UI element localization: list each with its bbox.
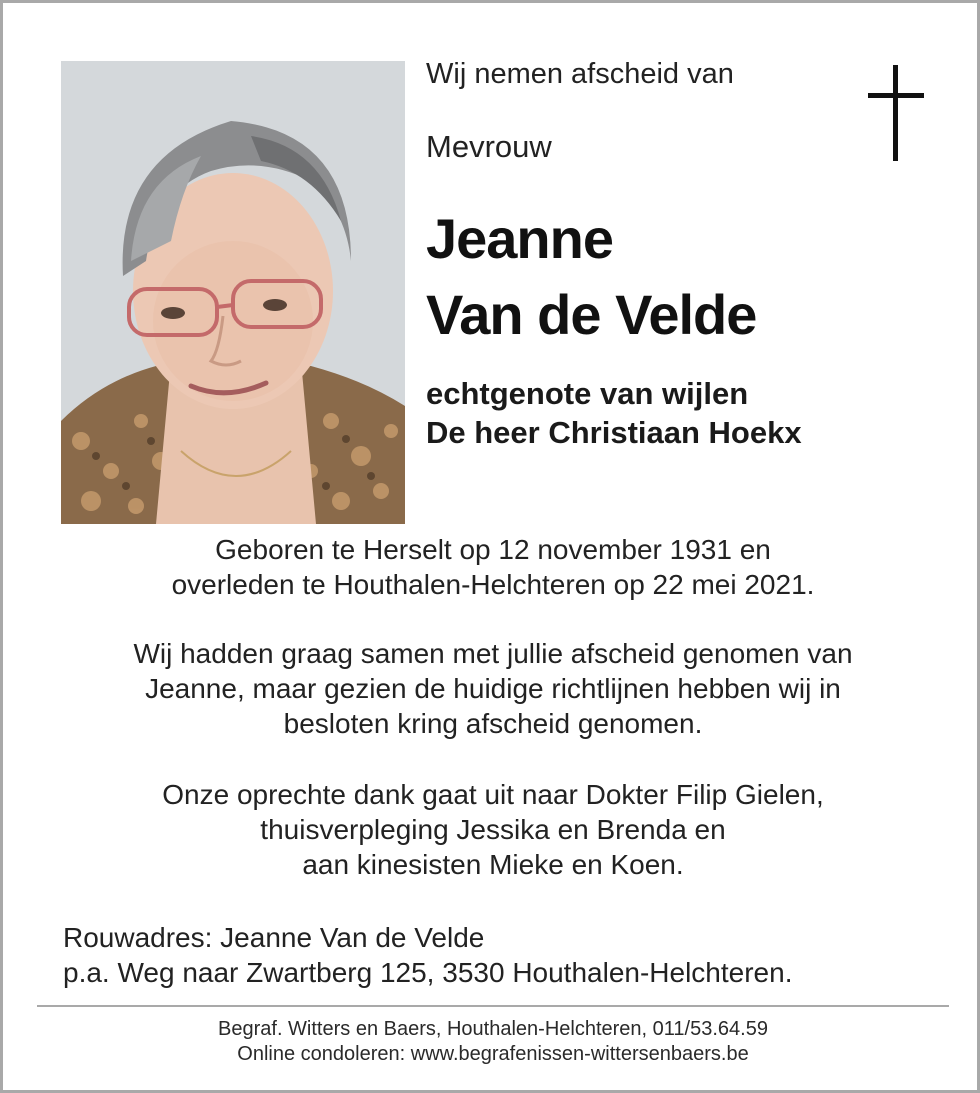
thanks-line: thuisverpleging Jessika en Brenda en bbox=[260, 814, 726, 845]
divider bbox=[37, 1005, 949, 1007]
latin-cross-icon bbox=[865, 65, 927, 163]
honorific: Mevrouw bbox=[426, 129, 552, 164]
thanks-message bbox=[33, 777, 953, 882]
last-name: Van de Velde bbox=[426, 283, 757, 346]
farewell-line: Wij hadden graag samen met jullie afscheid genomen van bbox=[133, 638, 853, 669]
portrait-photo bbox=[61, 61, 405, 524]
farewell-line: besloten kring afscheid genomen. bbox=[283, 708, 703, 739]
deceased-name bbox=[426, 201, 756, 353]
address-name: Rouwadres: Jeanne Van de Velde bbox=[63, 922, 485, 953]
footer bbox=[33, 1017, 953, 1067]
farewell-message bbox=[33, 636, 953, 741]
first-name: Jeanne bbox=[426, 207, 613, 270]
thanks-line: Onze oprechte dank gaat uit naar Dokter Filip Gielen, bbox=[162, 779, 824, 810]
spouse-line: echtgenote van wijlen bbox=[426, 376, 749, 411]
portrait-illustration bbox=[61, 61, 405, 524]
birth-death-text bbox=[33, 532, 953, 602]
address-street: p.a. Weg naar Zwartberg 125, 3530 Houthalen-Helchteren. bbox=[63, 957, 793, 988]
funeral-home-info: Begraf. Witters en Baers, Houthalen-Helchteren, 011/53.64.59 bbox=[218, 1018, 768, 1040]
birth-line: Geboren te Herselt op 12 november 1931 en bbox=[215, 534, 771, 565]
spouse-info bbox=[426, 374, 802, 452]
death-line: overleden te Houthalen-Helchteren op 22 mei 2021. bbox=[171, 569, 815, 600]
spouse-name: De heer Christiaan Hoekx bbox=[426, 415, 802, 450]
intro-text: Wij nemen afscheid van bbox=[426, 58, 734, 90]
online-condolence-link[interactable]: Online condoleren: www.begrafenissen-wittersenbaers.be bbox=[237, 1043, 749, 1065]
mourning-address bbox=[63, 920, 792, 990]
farewell-line: Jeanne, maar gezien de huidige richtlijnen hebben wij in bbox=[145, 673, 841, 704]
thanks-line: aan kinesisten Mieke en Koen. bbox=[302, 849, 684, 880]
